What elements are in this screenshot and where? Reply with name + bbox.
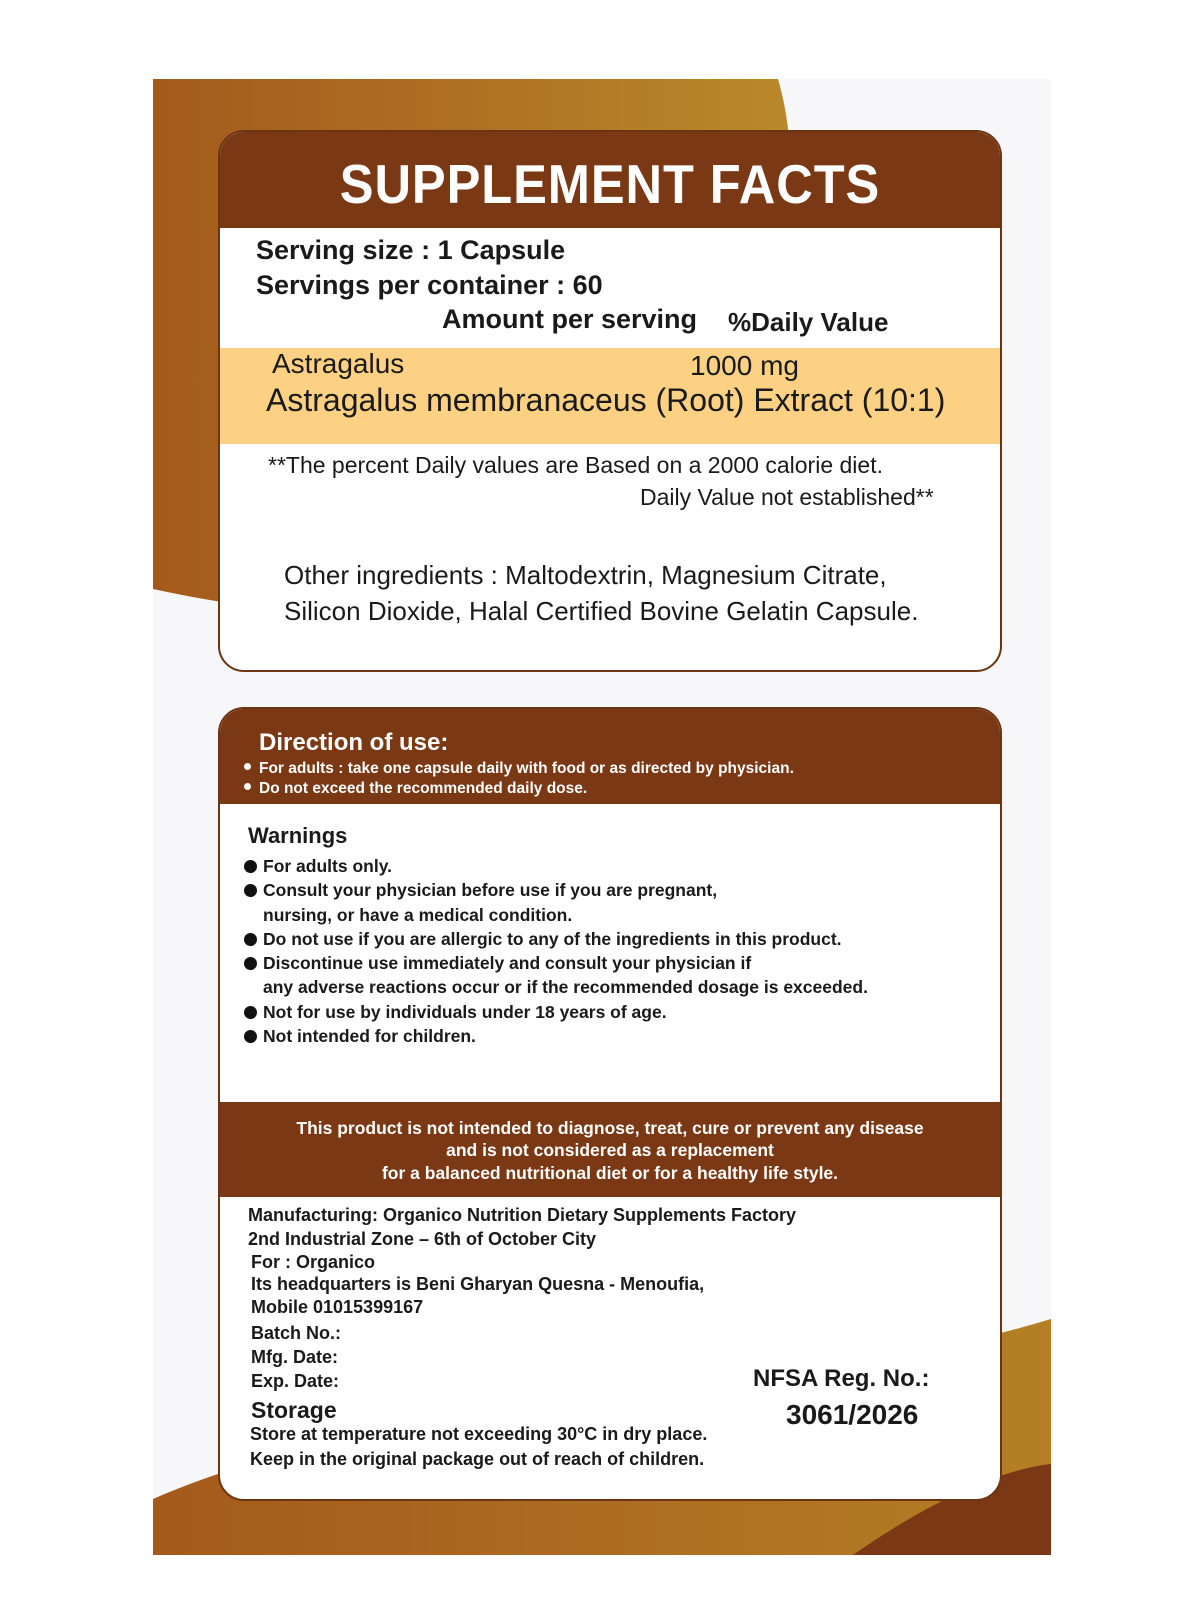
warning-item: Do not use if you are allergic to any of the ingredients in this product. bbox=[244, 929, 842, 950]
supplement-facts-card bbox=[218, 130, 1002, 672]
usage-info-card bbox=[218, 707, 1002, 1501]
bullet-icon bbox=[244, 884, 257, 897]
servings-per-container: Servings per container : 60 bbox=[256, 270, 603, 300]
distributor-line: For : Organico bbox=[251, 1252, 376, 1272]
daily-value-note: **The percent Daily values are Based on a 2000 calorie diet. bbox=[268, 452, 883, 478]
ingredient-name: Astragalus bbox=[272, 348, 405, 379]
mfg-date-label: Mfg. Date: bbox=[251, 1347, 338, 1367]
direction-item bbox=[244, 780, 587, 798]
amount-per-serving-header: Amount per serving bbox=[442, 304, 698, 334]
disclaimer-line: This product is not intended to diagnose, treat, cure or prevent any disease bbox=[296, 1118, 924, 1138]
warning-item-continued: nursing, or have a medical condition. bbox=[263, 905, 573, 925]
daily-value-not-established: Daily Value not established** bbox=[640, 484, 934, 510]
storage-line: Store at temperature not exceeding 30°C in dry place. bbox=[250, 1424, 708, 1444]
storage-line: Keep in the original package out of reach of children. bbox=[250, 1449, 705, 1469]
facts-title: SUPPLEMENT FACTS bbox=[339, 153, 881, 215]
storage-heading: Storage bbox=[251, 1397, 337, 1423]
direction-item-text: For adults : take one capsule daily with food or as directed by physician. bbox=[259, 760, 794, 777]
manufacturer-line: Manufacturing: Organico Nutrition Dietary Supplements Factory bbox=[248, 1205, 797, 1225]
direction-item bbox=[244, 760, 794, 778]
bullet-icon bbox=[244, 933, 257, 946]
ingredient-amount: 1000 mg bbox=[690, 350, 799, 381]
headquarters-line: Its headquarters is Beni Gharyan Quesna - Menoufia, bbox=[251, 1274, 705, 1294]
other-ingredients-line1: Other ingredients : Maltodextrin, Magnesium Citrate, bbox=[284, 560, 887, 590]
bullet-icon bbox=[244, 957, 257, 970]
nfsa-label: NFSA Reg. No.: bbox=[753, 1365, 930, 1392]
warning-item: Consult your physician before use if you are pregnant, bbox=[244, 880, 717, 901]
direction-item-text: Do not exceed the recommended daily dose. bbox=[259, 780, 588, 797]
facts-title-band bbox=[220, 132, 1000, 228]
daily-value-header: %Daily Value bbox=[728, 307, 889, 337]
warnings-heading: Warnings bbox=[248, 823, 348, 848]
disclaimer-line: for a balanced nutritional diet or for a healthy life style. bbox=[381, 1163, 839, 1183]
warning-item-continued: any adverse reactions occur or if the recommended dosage is exceeded. bbox=[263, 977, 868, 997]
nfsa-number: 3061/2026 bbox=[786, 1399, 919, 1430]
exp-date-label: Exp. Date: bbox=[251, 1371, 340, 1391]
bullet-icon bbox=[244, 860, 257, 873]
manufacturer-address: 2nd Industrial Zone – 6th of October City bbox=[248, 1229, 597, 1249]
disclaimer-band bbox=[220, 1102, 1000, 1197]
serving-size: Serving size : 1 Capsule bbox=[256, 235, 566, 265]
bullet-icon bbox=[244, 783, 251, 790]
warning-item: Not intended for children. bbox=[244, 1026, 476, 1047]
other-ingredients-line2: Silicon Dioxide, Halal Certified Bovine Gelatin Capsule. bbox=[284, 596, 919, 626]
warning-item: Not for use by individuals under 18 years of age. bbox=[244, 1002, 667, 1023]
ingredient-description: Astragalus membranaceus (Root) Extract (10:1) bbox=[266, 382, 946, 418]
direction-heading: Direction of use: bbox=[259, 729, 449, 756]
warning-item: Discontinue use immediately and consult your physician if bbox=[244, 953, 751, 974]
direction-band bbox=[220, 709, 1000, 804]
bullet-icon bbox=[244, 1006, 257, 1019]
disclaimer-line: and is not considered as a replacement bbox=[446, 1140, 774, 1160]
bullet-icon bbox=[244, 1030, 257, 1043]
warning-item: For adults only. bbox=[244, 856, 392, 877]
batch-number-label: Batch No.: bbox=[251, 1323, 341, 1343]
mobile-line: Mobile 01015399167 bbox=[251, 1297, 424, 1317]
bullet-icon bbox=[244, 763, 251, 770]
